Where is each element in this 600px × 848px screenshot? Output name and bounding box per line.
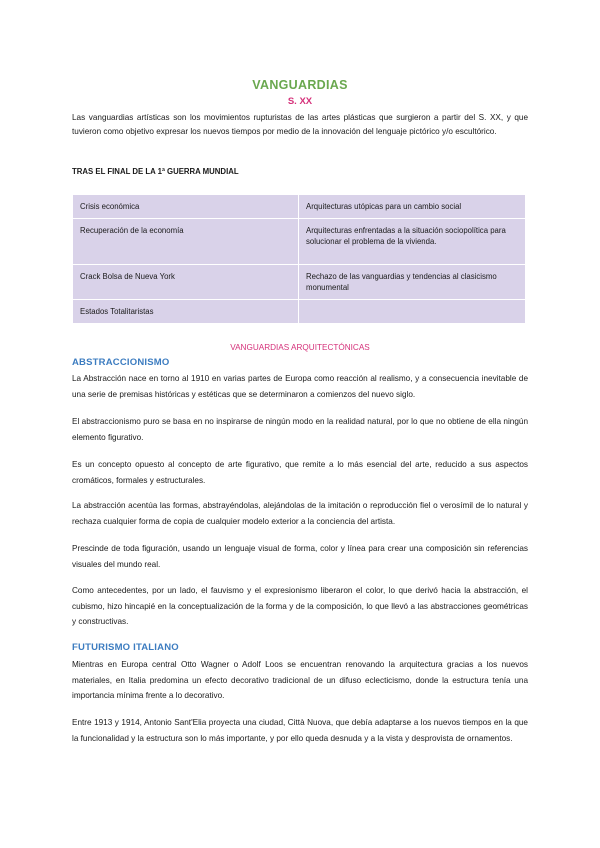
table-cell-cause: Estados Totalitaristas bbox=[73, 300, 299, 324]
futurismo-heading: FUTURISMO ITALIANO bbox=[72, 642, 179, 653]
document-subtitle: S. XX bbox=[287, 96, 313, 107]
table-cell-effect bbox=[299, 300, 526, 324]
abstraccionismo-paragraph-4: La abstracción acentúa las formas, abstrayéndolas, alejándolas de la imitación o reproducción fiel o verosímil de lo natural y rechaza cualquier forma de copia de cualquier modelo exterior a la conciencia del artista. bbox=[72, 501, 528, 526]
abstraccionismo-heading: ABSTRACCIONISMO bbox=[72, 357, 170, 368]
futurismo-paragraph-2: Entre 1913 y 1914, Antonio Sant'Elia proyecta una ciudad, Città Nuova, que debía adaptarse a los nuevos tiempos en la que la funcionalidad y la estructura son lo más importante, y por ello queda desnuda y a la vista y desprovista de ornamentos. bbox=[72, 718, 528, 743]
context-label: TRAS EL FINAL DE LA 1ª GUERRA MUNDIAL bbox=[72, 167, 239, 176]
table-row bbox=[73, 219, 526, 265]
table-cell-effect: Arquitecturas utópicas para un cambio social bbox=[299, 195, 526, 219]
abstraccionismo-paragraph-2: El abstraccionismo puro se basa en no inspirarse de ningún modo en la realidad natural, por lo que no obtiene de ella ningún elemento figurativo. bbox=[72, 417, 528, 442]
table-cell-effect: Arquitecturas enfrentadas a la situación sociopolítica para solucionar el problema de la vivienda. bbox=[299, 219, 526, 265]
table-cell-cause: Recuperación de la economía bbox=[73, 219, 299, 265]
abstraccionismo-paragraph-1: La Abstracción nace en torno al 1910 en varias partes de Europa como reacción al realismo, y a consecuencia inevitable de una serie de premisas históricas y estéticas que se determinaron a comienzos del nuevo siglo. bbox=[72, 374, 528, 399]
table-cell-cause: Crisis económica bbox=[73, 195, 299, 219]
document-title: VANGUARDIAS bbox=[252, 78, 348, 92]
table-cell-cause: Crack Bolsa de Nueva York bbox=[73, 265, 299, 300]
table-row bbox=[73, 265, 526, 300]
abstraccionismo-paragraph-3: Es un concepto opuesto al concepto de arte figurativo, que remite a lo más esencial del arte, reducido a sus aspectos cromáticos, formales y estructurales. bbox=[72, 460, 528, 485]
architecture-heading: VANGUARDIAS ARQUITECTÓNICAS bbox=[230, 343, 370, 352]
abstraccionismo-paragraph-5: Prescinde de toda figuración, usando un lenguaje visual de forma, color y línea para crear una composición sin referencias visuales del mundo real. bbox=[72, 544, 528, 569]
table-row bbox=[73, 195, 526, 219]
futurismo-paragraph-1: Mientras en Europa central Otto Wagner o Adolf Loos se encuentran renovando la arquitectura gracias a los nuevos materiales, en Italia predomina un efecto decorativo tradicional de un difuso eclecticismo, donde la estructura tenía una importancia mínima frente a lo decorativo. bbox=[72, 660, 528, 700]
context-table bbox=[72, 194, 526, 324]
intro-paragraph: Las vanguardias artísticas son los movimientos rupturistas de las artes plásticas que surgieron a partir del S. XX, y que tuvieron como objetivo expresar los nuevos tiempos por medio de la innovación del lenguaje pictórico y/o escultórico. bbox=[72, 113, 528, 136]
abstraccionismo-paragraph-6: Como antecedentes, por un lado, el fauvismo y el expresionismo liberaron el color, lo que derivó hacia la abstracción, el cubismo, hizo hincapié en la conceptualización de la forma y de la composición, lo que llevó a las abstracciones geométricas y constructivas. bbox=[72, 586, 528, 626]
table-cell-effect: Rechazo de las vanguardias y tendencias al clasicismo monumental bbox=[299, 265, 526, 300]
table-row bbox=[73, 300, 526, 324]
